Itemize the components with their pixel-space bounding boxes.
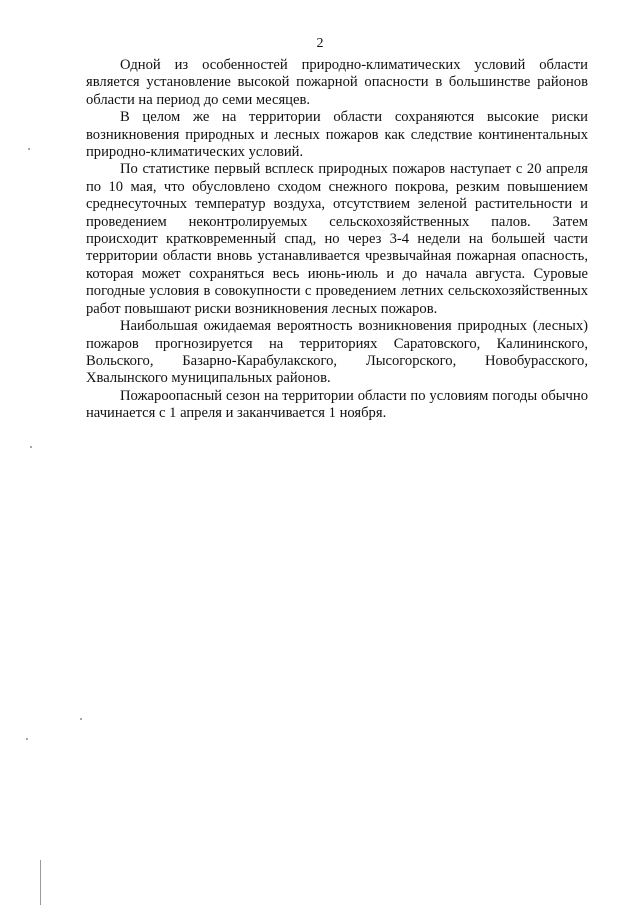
document-body <box>86 57 588 423</box>
scan-speck <box>80 718 82 720</box>
scan-speck <box>28 148 30 150</box>
scan-edge-line <box>40 860 41 905</box>
paragraph-risk-districts: Наибольшая ожидаемая вероятность возникновения природных (лесных) пожаров прогнозируется на территориях Саратовского, Калининского, Вольского, Базарно-Карабулакского, Лысогорского, Новобурасского, Хвалынского муниципальных районов. <box>86 318 588 387</box>
paragraph-continental-risks: В целом же на территории области сохраняются высокие риски возникновения природных и лесных пожаров как следствие континентальных природно-климатических условий. <box>86 109 588 161</box>
paragraph-fire-season: Пожароопасный сезон на территории области по условиям погоды обычно начинается с 1 апреля и заканчивается 1 ноября. <box>86 387 588 422</box>
paragraph-statistics: По статистике первый всплеск природных пожаров наступает с 20 апреля по 10 мая, что обусловлено сходом снежного покрова, резким повышением среднесуточных температур воздуха, отсутствием зеленой растительности и проведением неконтролируемых сельскохозяйственных палов. Затем происходит кратковременный спад, но через 3-4 недели на большей части территории области вновь устанавливается чрезвычайная пожарная опасность, которая может сохраняться весь июнь-июль и до начала августа. Суровые погодные условия в совокупности с проведением летних сельскохозяйственных работ повышают риски возникновения лесных пожаров. <box>86 161 588 317</box>
scan-speck <box>26 738 28 740</box>
page-number: 2 <box>316 36 324 51</box>
paragraph-fire-danger-period: Одной из особенностей природно-климатических условий области является установление высокой пожарной опасности в большинстве районов области на период до семи месяцев. <box>86 57 588 108</box>
scan-speck <box>30 446 32 448</box>
